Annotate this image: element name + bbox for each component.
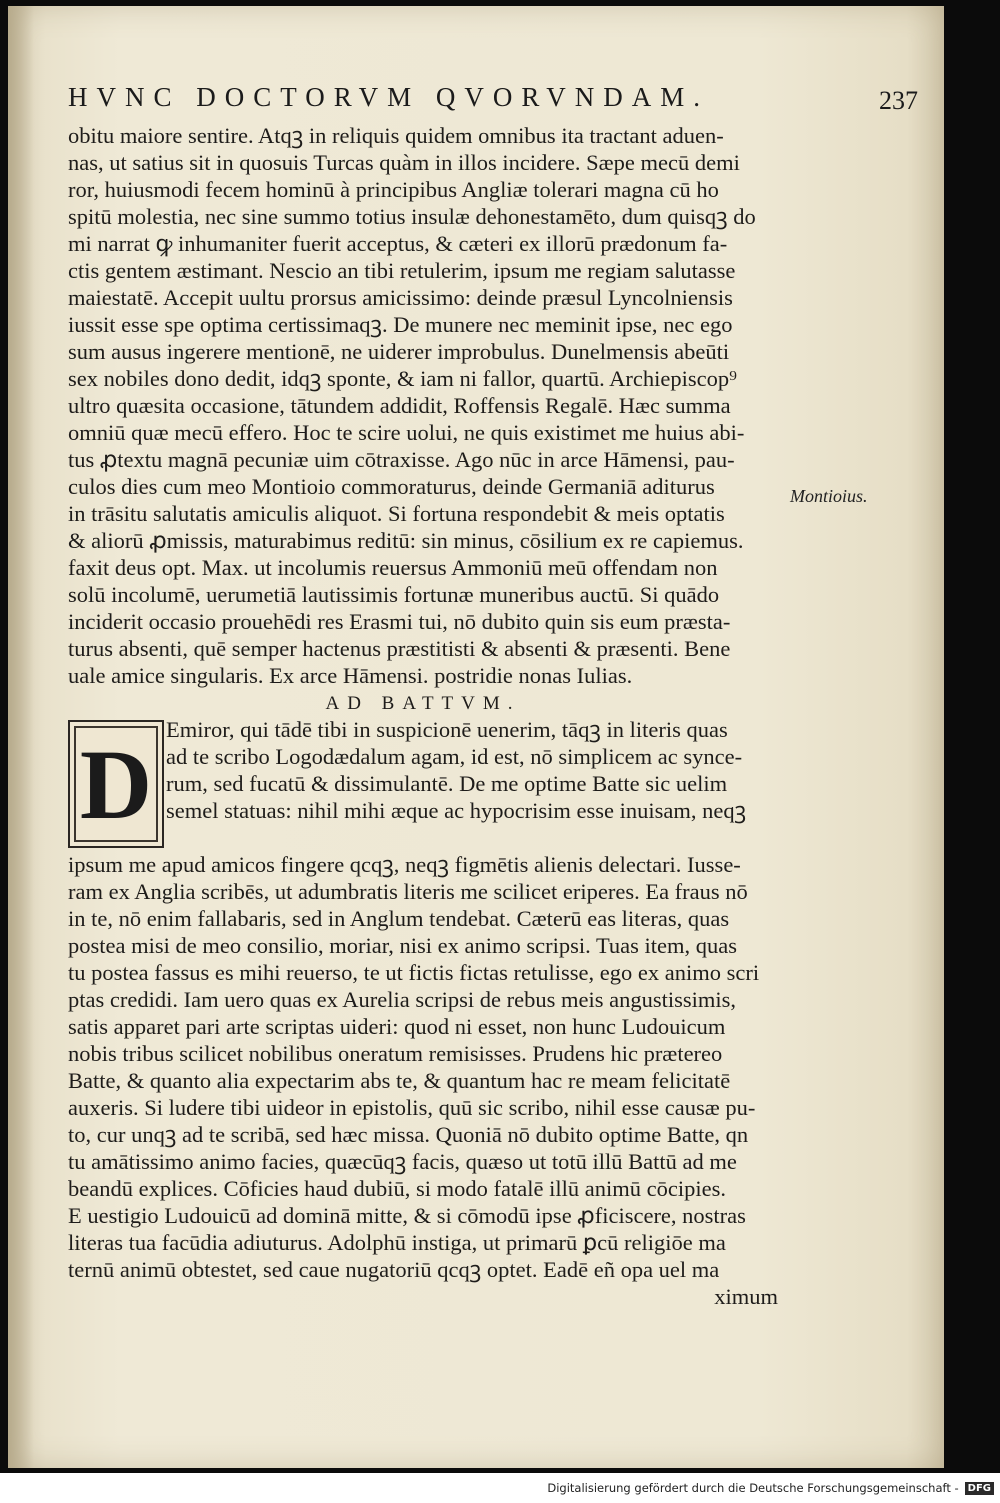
text-line: faxit deus opt. Max. ut incolumis reuersus Ammoniū meū offendam non <box>68 555 718 580</box>
text-line: iussit esse spe optima certissimaqꝫ. De munere nec meminit ipse, nec ego <box>68 312 733 337</box>
text-line: solū incolumē, uerumetiā lautissimis fortunæ muneribus auctū. Si quādo <box>68 582 720 607</box>
text-line: nas, ut satius sit in quosuis Turcas quàm in illos incidere. Sæpe mecū demi <box>68 150 740 175</box>
text-line: ipsum me apud amicos fingere qcqꝫ, neqꝫ figmētis alienis delectari. Iusse- <box>68 852 741 877</box>
letter-ending <box>68 122 778 689</box>
text-line: E uestigio Ludouicū ad dominā mitte, & si cōmodū ipse ꝓficiscere, nostras <box>68 1203 746 1228</box>
text-line: beandū explices. Cōficies haud dubiū, si modo fatalē illū animū cōcipies. <box>68 1176 726 1201</box>
text-line: omniū quæ mecū effero. Hoc te scire uolui, ne quis existimet me huius abi- <box>68 420 745 445</box>
running-head: HVNC DOCTORVM QVORVNDAM. <box>68 82 709 112</box>
text-line: nobis tribus scilicet nobilibus oneratum remisisses. Prudens hic prætereo <box>68 1041 723 1066</box>
text-line: postea misi de meo consilio, moriar, nisi ex animo scripsi. Tuas item, quas <box>68 933 738 958</box>
text-line: & aliorū ꝓmissis, maturabimus reditū: sin minus, cōsilium ex re capiemus. <box>68 528 744 553</box>
funding-notice: Digitalisierung gefördert durch die Deutsche Forschungsgemeinschaft - <box>547 1481 959 1495</box>
folio-number: 237 <box>879 86 918 115</box>
letter-body <box>68 851 778 1283</box>
text-line: tu amātissimo animo facies, quæcūqꝫ facis, quæso ut totū illū Battū ad me <box>68 1149 737 1174</box>
initial-text <box>166 716 778 824</box>
letter-opening <box>68 716 778 851</box>
text-line: Batte, & quanto alia expectarim abs te, & quantum hac re meam felicitatē <box>68 1068 731 1093</box>
decorated-initial: D <box>68 720 164 848</box>
book-page <box>8 6 944 1468</box>
text-line: semel statuas: nihil mihi æque ac hypocrisim esse inuisam, neqꝫ <box>166 798 747 823</box>
text-line: maiestatē. Accepit uultu prorsus amicissimo: deinde præsul Lyncolniensis <box>68 285 733 310</box>
text-line: ad te scribo Logodædalum agam, id est, nō simplicem ac synce- <box>166 744 743 769</box>
text-line: Emiror, qui tādē tibi in suspicionē uenerim, tāqꝫ in literis quas <box>166 717 728 742</box>
marginal-note: Montioius. <box>790 486 868 506</box>
text-line: ultro quæsita occasione, tātundem addidit, Roffensis Regalē. Hæc summa <box>68 393 731 418</box>
text-line: to, cur unqꝫ ad te scribā, sed hæc missa. Quoniā nō dubito optime Batte, qn <box>68 1122 749 1147</box>
text-line: spitū molestia, nec sine summo totius insulæ dehonestamēto, dum quisqꝫ do <box>68 204 756 229</box>
text-line: ternū animū obtestet, sed caue nugatoriū qcqꝫ optet. Eadē eñ opa uel ma <box>68 1257 720 1282</box>
page-gutter-shadow <box>8 6 34 1468</box>
text-line: ram ex Anglia scribēs, ut adumbratis literis me scilicet eriperes. Ea fraus nō <box>68 879 748 904</box>
text-line: tus ꝓtextu magnā pecuniæ uim cōtraxisse. Ago nūc in arce Hāmensi, pau- <box>68 447 735 472</box>
text-line: in te, nō enim fallabaris, sed in Anglum tendebat. Cæterū eas literas, quas <box>68 906 730 931</box>
text-line: obitu maiore sentire. Atqꝫ in reliquis quidem omnibus ita tractant aduen- <box>68 123 724 148</box>
text-line: satis apparet pari arte scriptas uideri: quod ni esset, non hunc Ludouicum <box>68 1014 726 1039</box>
text-line: culos dies cum meo Montioio commoraturus, deinde Germaniā aditurus <box>68 474 715 499</box>
text-line: ptas credidi. Iam uero quas ex Aurelia scripsi de rebus meis angustissimis, <box>68 987 736 1012</box>
letter-heading: AD BATTVM. <box>325 693 521 714</box>
body-text <box>68 122 778 1310</box>
text-line: sum ausus ingerere mentionē, ne uiderer improbulus. Dunelmensis abeūti <box>68 339 730 364</box>
text-line: literas tua facūdia adiuturus. Adolphū instiga, ut primarū ꝑcū religiōe ma <box>68 1230 726 1255</box>
text-line: sex nobiles dono dedit, idqꝫ sponte, & iam ni fallor, quartū. Archiepiscop⁹ <box>68 366 737 391</box>
text-line: ror, huiusmodi fecem hominū à principibus Angliæ tolerari magna cū ho <box>68 177 719 202</box>
text-line: auxeris. Si ludere tibi uideor in epistolis, quū sic scribo, nihil esse causæ pu- <box>68 1095 756 1120</box>
text-line: uale amice singularis. Ex arce Hāmensi. postridie nonas Iulias. <box>68 663 633 688</box>
page-header <box>68 82 918 122</box>
text-line: turus absenti, quē semper hactenus præstitisti & absenti & præsenti. Bene <box>68 636 731 661</box>
text-line: mi narrat ꝙ inhumaniter fuerit acceptus, & cæteri ex illorū prædonum fa- <box>68 231 728 256</box>
dfg-logo-icon[interactable]: DFG <box>965 1482 994 1495</box>
footer-bar <box>0 1473 1000 1503</box>
text-line: rum, sed fucatū & dissimulantē. De me optime Batte sic uelim <box>166 771 728 796</box>
text-line: inciderit occasio prouehēdi res Erasmi tui, nō dubito quin sis eum præsta- <box>68 609 731 634</box>
catchword: ximum <box>714 1284 778 1309</box>
text-line: tu postea fassus es mihi reuerso, te ut fictis fictas retulisse, ego ex animo scri <box>68 960 760 985</box>
text-line: ctis gentem æstimant. Nescio an tibi retulerim, ipsum me regiam salutasse <box>68 258 736 283</box>
text-line: in trāsitu salutatis amiculis aliquot. Si fortuna respondebit & meis optatis <box>68 501 725 526</box>
